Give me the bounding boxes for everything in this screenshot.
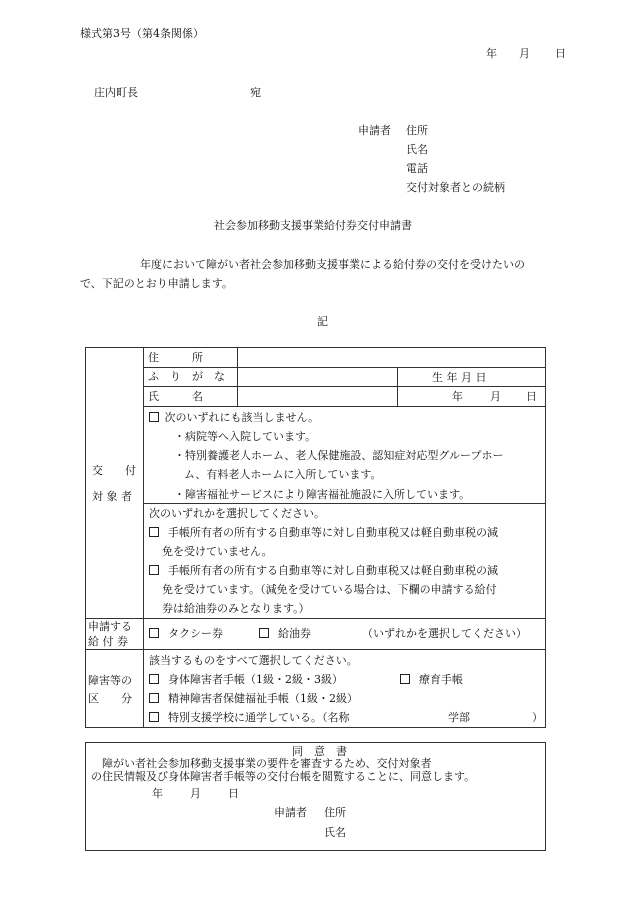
physical-option[interactable] <box>149 673 343 687</box>
checkbox[interactable] <box>149 565 159 575</box>
none-apply-text: 次のいずれにも該当しません。 <box>164 411 320 424</box>
school-dept-text: 学部 <box>448 711 470 724</box>
disability-label-line-2: 区 分 <box>88 692 132 705</box>
welfare-text: ・障害福祉サービスにより障害福祉施設に入所しています。 <box>174 488 471 501</box>
checkbox[interactable] <box>149 412 159 422</box>
consent-month: 月 <box>190 787 201 800</box>
select-all-text: 該当するものをすべて選択してください。 <box>149 654 358 667</box>
school-text: 特別支援学校に通学している。（名称 <box>168 711 350 724</box>
address-label: 住 所 <box>148 351 203 364</box>
applicant-relation-label: 交付対象者との続柄 <box>406 181 505 194</box>
consent-day: 日 <box>228 787 239 800</box>
name-label: 氏 名 <box>148 390 203 403</box>
voucher-label-line-2: 給 付 券 <box>88 635 128 648</box>
applicant-phone-label: 電話 <box>406 162 428 175</box>
consent-title: 同 意 書 <box>292 745 347 758</box>
tax-no-text-2: 免を受けていません。 <box>162 545 273 558</box>
checkbox[interactable] <box>149 628 159 638</box>
consent-name-label: 氏名 <box>324 826 346 839</box>
mental-option[interactable] <box>149 692 358 706</box>
tax-yes-option[interactable] <box>149 564 498 578</box>
tax-no-text-1: 手帳所有者の所有する自動車等に対し自動車税又は軽自動車税の減 <box>168 526 498 539</box>
nursing-text-1: ・特別養護老人ホーム、老人保健施設、認知症対応型グループホー <box>174 449 504 462</box>
consent-year: 年 <box>152 787 163 800</box>
physical-text: 身体障害者手帳（1級・2級・3級） <box>168 673 343 686</box>
target-label-line-1: 交 付 <box>92 464 136 477</box>
tax-yes-text-3: 券は給油券のみとなります。） <box>162 602 310 615</box>
birth-day: 日 <box>526 390 537 403</box>
select-one-text: 次のいずれかを選択してください。 <box>149 507 325 520</box>
birth-month: 月 <box>490 390 501 403</box>
voucher-note: （いずれかを選択してください） <box>362 627 527 640</box>
birthdate-label: 生 年 月 日 <box>432 371 487 384</box>
intro-line-1: 年度において障がい者社会参加移動支援事業による給付券の交付を受けたいの <box>140 258 525 271</box>
recipient-name: 庄内町長 <box>94 86 138 99</box>
taxi-option[interactable] <box>149 627 223 641</box>
checkbox[interactable] <box>149 527 159 537</box>
applicant-label: 申請者 <box>358 124 391 137</box>
checkbox[interactable] <box>149 674 159 684</box>
target-label-line-2: 対 象 者 <box>92 490 132 503</box>
applicant-address-label: 住所 <box>406 124 428 137</box>
date-month: 月 <box>519 47 530 60</box>
voucher-label-line-1: 申請する <box>88 620 132 633</box>
mental-text: 精神障害者保健福祉手帳（1級・2級） <box>168 692 358 705</box>
checkbox[interactable] <box>149 693 159 703</box>
checkbox[interactable] <box>259 628 269 638</box>
birth-year: 年 <box>452 390 463 403</box>
checkbox[interactable] <box>400 674 410 684</box>
taxi-text: タクシー券 <box>168 627 223 640</box>
recipient-suffix: 宛 <box>250 86 261 99</box>
nursing-text-2: ム、有料老人ホームに入所しています。 <box>184 468 382 481</box>
consent-text-2: の住民情報及び身体障害者手帳等の交付台帳を閲覧することに、同意します。 <box>91 770 476 783</box>
date-day: 日 <box>555 47 566 60</box>
none-apply-option[interactable] <box>149 411 319 425</box>
checkbox[interactable] <box>149 712 159 722</box>
tax-yes-text-2: 免を受けています。（減免を受けている場合は、下欄の申請する給付 <box>162 583 497 596</box>
disability-label-line-1: 障害等の <box>88 674 132 687</box>
school-close-paren: ） <box>532 711 543 724</box>
consent-text-1: 障がい者社会参加移動支援事業の要件を審査するため、交付対象者 <box>102 757 432 770</box>
ryoiku-text: 療育手帳 <box>419 673 463 686</box>
hospital-text: ・病院等へ入院しています。 <box>174 430 317 443</box>
consent-applicant-label: 申請者 <box>274 806 307 819</box>
intro-line-2: で、下記のとおり申請します。 <box>80 277 233 290</box>
applicant-name-label: 氏名 <box>406 143 428 156</box>
ryoiku-option[interactable] <box>400 673 463 687</box>
furigana-label: ふ り が な <box>148 370 225 383</box>
fuel-text: 給油券 <box>278 627 311 640</box>
consent-address-label: 住所 <box>324 806 346 819</box>
date-year: 年 <box>486 47 497 60</box>
ki-marker: 記 <box>317 315 328 328</box>
form-number: 様式第3号（第4条関係） <box>80 27 204 40</box>
fuel-option[interactable] <box>259 627 311 641</box>
tax-yes-text-1: 手帳所有者の所有する自動車等に対し自動車税又は軽自動車税の減 <box>168 564 498 577</box>
document-title: 社会参加移動支援事業給付券交付申請書 <box>214 219 412 232</box>
school-option[interactable] <box>149 711 350 725</box>
tax-no-option[interactable] <box>149 526 498 540</box>
